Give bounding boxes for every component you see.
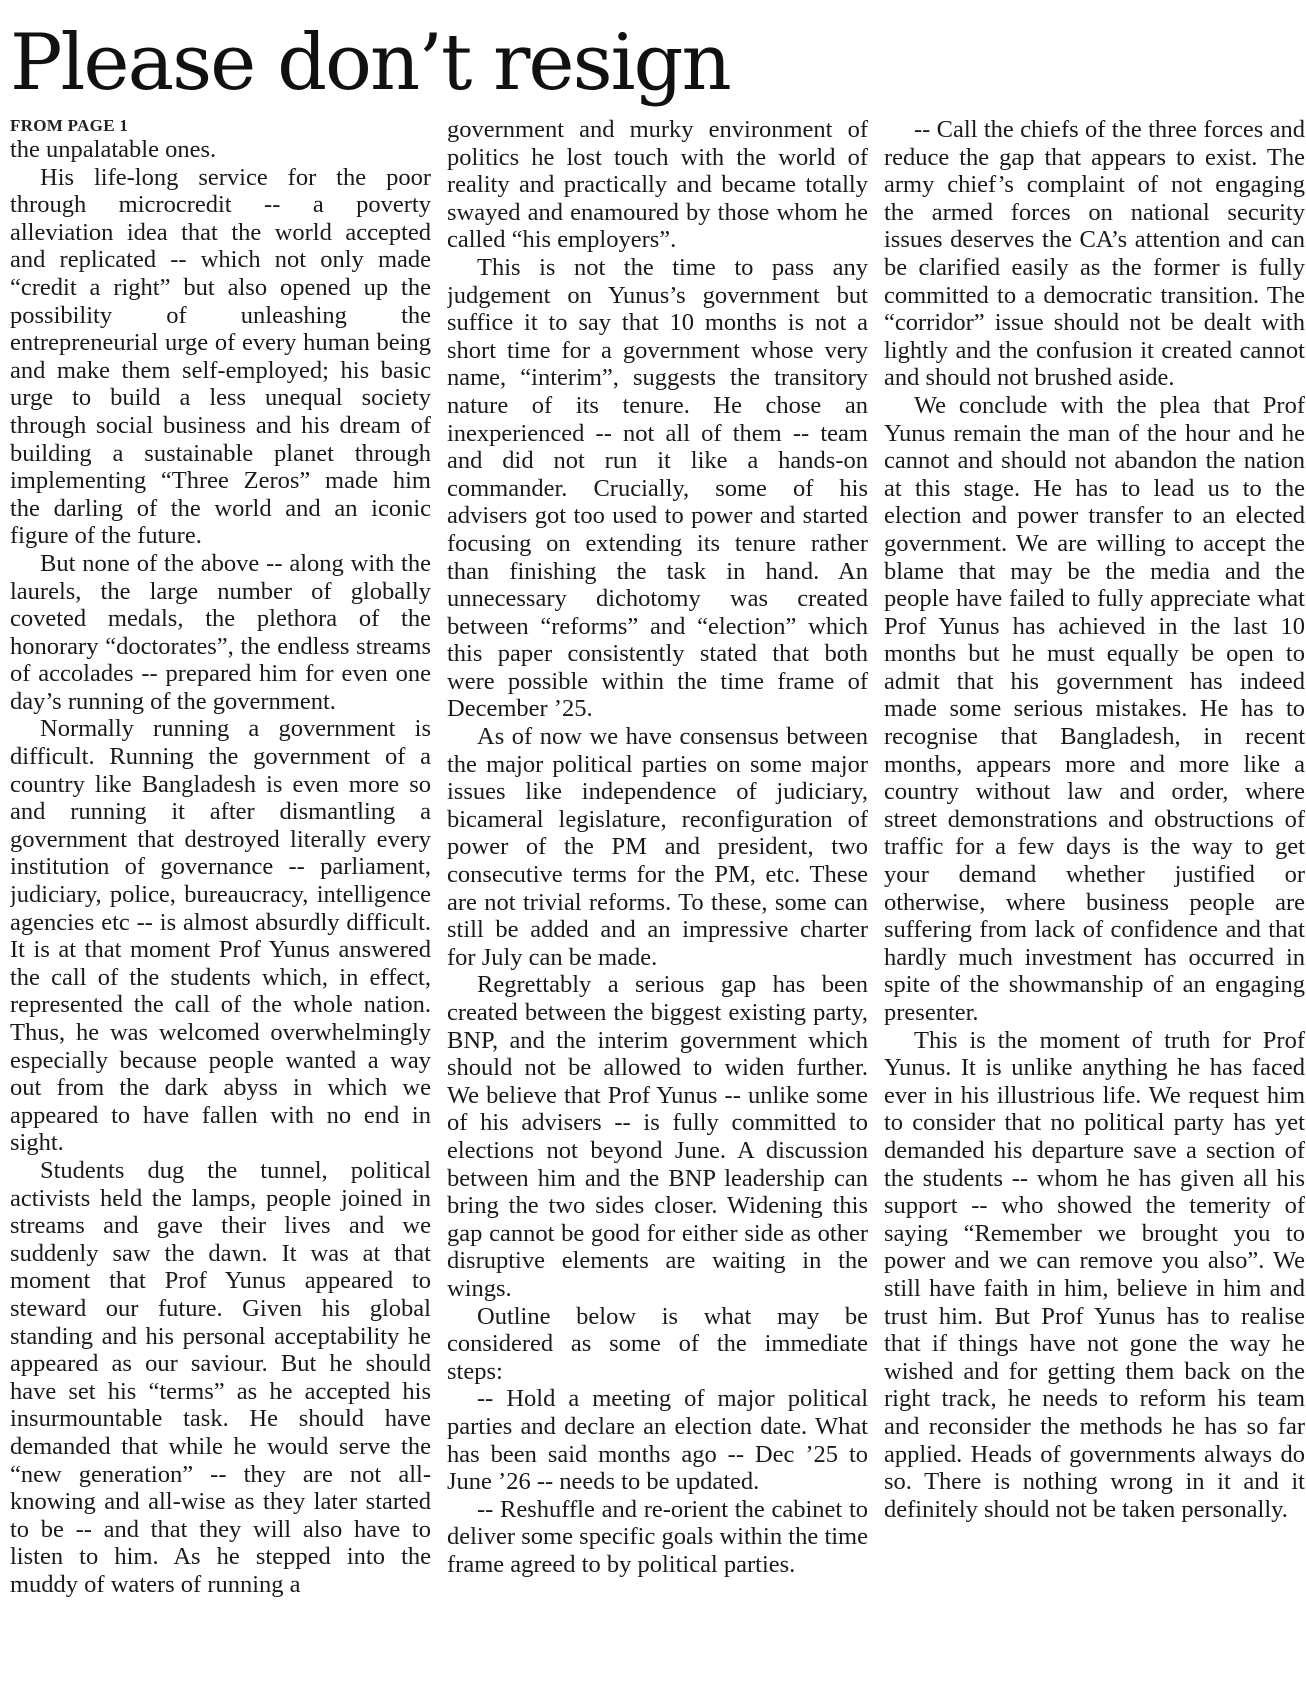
paragraph: -- Reshuffle and re-orient the cabinet to deliver some specific goals within the time frame agreed to by political parties. (447, 1495, 868, 1578)
paragraph: Regrettably a serious gap has been created between the biggest existing party, BNP, and the interim government which should not be allowed to widen further. We believe that Prof Yunus -- unlike some of his advisers -- is fully committed to elections not beyond June. A discussion between him and the BNP leadership can bring the two sides closer. Widening this gap cannot be good for either side as other disruptive elements are waiting in the wings. (447, 971, 868, 1302)
column-2 (447, 116, 868, 1686)
paragraph: We conclude with the plea that Prof Yunus remain the man of the hour and he cannot and should not abandon the nation at this stage. He has to lead us to the election and power transfer to an elected government. We are willing to accept the blame that may be the media and the people have failed to fully appreciate what Prof Yunus has achieved in the last 10 months but he must equally be open to admit that his government has indeed made some serious mistakes. He has to recognise that Bangladesh, in recent months, appears more and more like a country without law and order, where street demonstrations and obstructions of traffic for a few days is the way to get your demand whether justified or otherwise, where business people are suffering from lack of confidence and that hardly much investment has occurred in spite of the showmanship of an engaging presenter. (884, 391, 1305, 1026)
paragraph: government and murky environment of politics he lost touch with the world of reality and practically and became totally swayed and enamoured by those whom he called “his employers”. (447, 116, 868, 254)
paragraph: His life-long service for the poor through microcredit -- a poverty alleviation idea that the world accepted and replicated -- which not only made “credit a right” but also opened up the possibility of unleashing the entrepreneurial urge of every human being and make them self-employed; his basic urge to build a less unequal society through social business and his dream of building a sustainable planet through implementing “Three Zeros” made him the darling of the world and an iconic figure of the future. (10, 163, 431, 550)
headline: Please don’t resign (10, 18, 730, 108)
paragraph: Outline below is what may be considered as some of the immediate steps: (447, 1302, 868, 1385)
column-3 (884, 116, 1305, 1686)
kicker-from-page: FROM PAGE 1 (10, 116, 129, 135)
paragraph: -- Call the chiefs of the three forces and reduce the gap that appears to exist. The army chief’s complaint of not engaging the armed forces on national security issues deserves the CA’s attention and can be clarified easily as the former is fully committed to a democratic transition. The “corridor” issue should not be dealt with lightly and the confusion it created cannot and should not brushed aside. (884, 116, 1305, 392)
paragraph: But none of the above -- along with the laurels, the large number of globally coveted medals, the plethora of the honorary “doctorates”, the endless streams of accolades -- prepared him for even one day’s running of the government. (10, 549, 431, 715)
paragraph: Students dug the tunnel, political activists held the lamps, people joined in streams and gave their lives and we suddenly saw the dawn. It was at that moment that Prof Yunus appeared to steward our future. Given his global standing and his personal acceptability he appeared as our saviour. But he should have set his “terms” as he accepted his insurmountable task. He should have demanded that while he would serve the “new generation” -- they are not all-knowing and all-wise as they later started to be -- and that they will also have to listen to him. As he stepped into the muddy of waters of running a (10, 1156, 431, 1598)
paragraph: the unpalatable ones. (10, 136, 217, 163)
paragraph: -- Hold a meeting of major political parties and declare an election date. What has been said months ago -- Dec ’25 to June ’26 -- needs to be updated. (447, 1385, 868, 1496)
paragraph: As of now we have consensus between the major political parties on some major issues like independence of judiciary, bicameral legislature, reconfiguration of power of the PM and president, two consecutive terms for the PM, etc. These are not trivial reforms. To these, some can still be added and an impressive charter for July can be made. (447, 723, 868, 971)
column-1 (10, 116, 431, 1686)
article-body (0, 116, 1306, 1686)
paragraph: This is the moment of truth for Prof Yunus. It is unlike anything he has faced ever in his illustrious life. We request him to consider that no political party has yet demanded his departure save a section of the students -- whom he has given all his support -- who showed the temerity of saying “Remember we brought you to power and we can remove you also”. We still have faith in him, believe in him and trust him. But Prof Yunus has to realise that if things have not gone the way he wished and for getting them back on the right track, he needs to reform his team and reconsider the methods he has so far applied. Heads of governments always do so. There is nothing wrong in it and it definitely should not be taken personally. (884, 1026, 1305, 1523)
paragraph: This is not the time to pass any judgement on Yunus’s government but suffice it to say that 10 months is not a short time for a government whose very name, “interim”, suggests the transitory nature of its tenure. He chose an inexperienced -- not all of them -- team and did not run it like a hands-on commander. Crucially, some of his advisers got too used to power and started focusing on extending its tenure rather than finishing the task in hand. An unnecessary dichotomy was created between “reforms” and “election” which this paper consistently stated that both were possible within the time frame of December ’25. (447, 253, 868, 723)
paragraph: Normally running a government is difficult. Running the government of a country like Bangladesh is even more so and running it after dismantling a government that destroyed literally every institution of governance -- parliament, judiciary, police, bureaucracy, intelligence agencies etc -- is almost absurdly difficult. It is at that moment Prof Yunus answered the call of the students which, in effect, represented the call of the whole nation. Thus, he was welcomed overwhelmingly especially because people wanted a way out from the dark abyss in which we appeared to have fallen with no end in sight. (10, 715, 431, 1157)
